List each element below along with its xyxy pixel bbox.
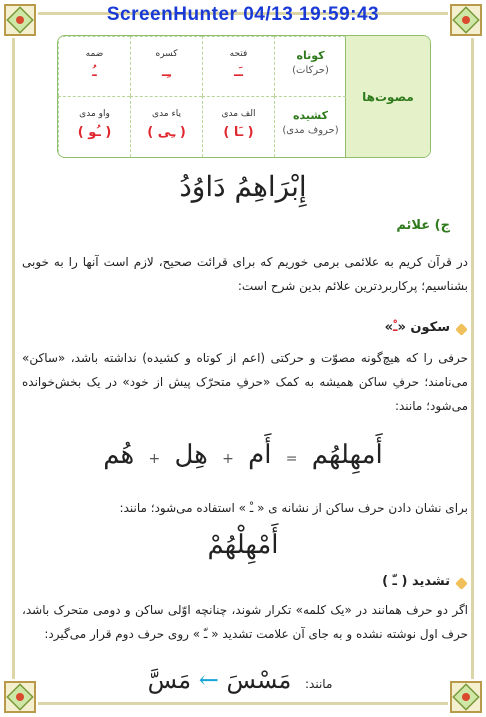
vowel-name: یاء مدی — [152, 109, 181, 119]
example-words: إِبْرَاهِمُ دَاوُدُ — [179, 170, 307, 203]
vowel-sample: ( ـِی ) — [147, 125, 186, 140]
vowel-sample: ـَـ — [234, 65, 243, 80]
long-category-cell — [274, 96, 346, 157]
shadda-heading: تشدید ( ـّ ) — [382, 574, 450, 589]
frame-edge — [38, 702, 448, 705]
formula-equals: = — [285, 451, 298, 467]
sukun-formula — [0, 440, 486, 470]
shadda-example-label: مانند: — [304, 677, 333, 691]
formula-plus: + — [148, 451, 161, 467]
long-category-title: کشیده — [293, 109, 328, 122]
arrow-left-icon: ← — [198, 666, 219, 694]
vowel-sample: ( ـَا ) — [223, 125, 254, 140]
vowel-sample: ـُ — [92, 65, 97, 80]
vowel-name: الف مدی — [221, 109, 256, 119]
shadda-paragraph: اگر دو حرف همانند در «یک کلمه» تکرار شوند، چنانچه اوّلی ساکن و دومی متحرک باشد، حرف اول نوشته نشده و به جای آن علامت تشدید « ـّ » روی حرف دوم قرار می‌گیرد: — [22, 603, 468, 641]
formula-plus: + — [222, 451, 234, 467]
intro-paragraph: در قرآن کریم به علائمی برمی خوریم که برای قرائت صحیح، لازم است آنها را به خوبی بشناسیم؛ پرکاربردترین علائم بدین شرح است: — [22, 255, 468, 293]
sukun-title-end: » — [384, 320, 394, 335]
short-category-subtitle: (حرکات) — [292, 65, 329, 76]
vowel-cell-fatha — [202, 36, 274, 96]
long-category-subtitle: (حروف مدی) — [282, 125, 339, 136]
sukun-note: برای نشان دادن حرف ساکن از نشانه ی « ـْ » استفاده می‌شود؛ مانند: — [119, 501, 468, 515]
short-category-title: کوتاه — [296, 49, 325, 62]
frame-edge — [471, 38, 474, 679]
shadda-example-from: مَسْسَ — [226, 666, 292, 694]
sukun-example: أَمْهِلْهُمْ — [207, 530, 279, 560]
sukun-paragraph: حرفی را که هیچ‌گونه مصوّت و حرکتی (اعم از کوتاه و کشیده) نداشته باشد، «ساکن» می‌نامند؛ حرفِ ساکن همیشه به کمک «حرفِ متحرّک پیش از خود» در یک بخش‌خوانده می‌شود؛ مانند: — [22, 351, 468, 413]
vowel-sample: ـِـ — [162, 65, 171, 80]
formula-part-3: هُم — [103, 440, 135, 470]
frame-edge — [12, 38, 15, 679]
formula-part-2: هِل — [174, 440, 208, 470]
vowel-cell-ya-madd — [130, 96, 202, 157]
shadda-example-to: مَسَّ — [147, 666, 192, 694]
vowel-cell-zamma — [58, 36, 130, 96]
vowel-sample: ( ـُو ) — [77, 125, 112, 140]
vowel-table — [57, 35, 431, 158]
screenshot-title: ScreenHunter 04/13 19:59:43 — [106, 4, 380, 25]
vowel-name: واو مدی — [79, 109, 110, 119]
vowel-name: ضمه — [85, 49, 104, 59]
shadda-example — [0, 666, 486, 694]
sukun-heading — [385, 320, 450, 335]
formula-word: أَمهِلهُم — [311, 440, 383, 470]
vowel-cell-alef-madd — [202, 96, 274, 157]
sukun-symbol: ـْ — [393, 320, 398, 335]
vowel-cell-kasra — [130, 36, 202, 96]
vowel-table-label: مصوت‌ها — [345, 36, 430, 157]
vowel-name: فتحه — [229, 49, 248, 59]
short-category-cell — [274, 36, 346, 96]
section-title: ج) علائم — [396, 218, 450, 233]
vowel-name: کسره — [155, 49, 178, 59]
vowel-cell-vav-madd — [58, 96, 130, 157]
sukun-title: سکون « — [397, 320, 450, 335]
formula-part-1: أَم — [248, 440, 272, 470]
